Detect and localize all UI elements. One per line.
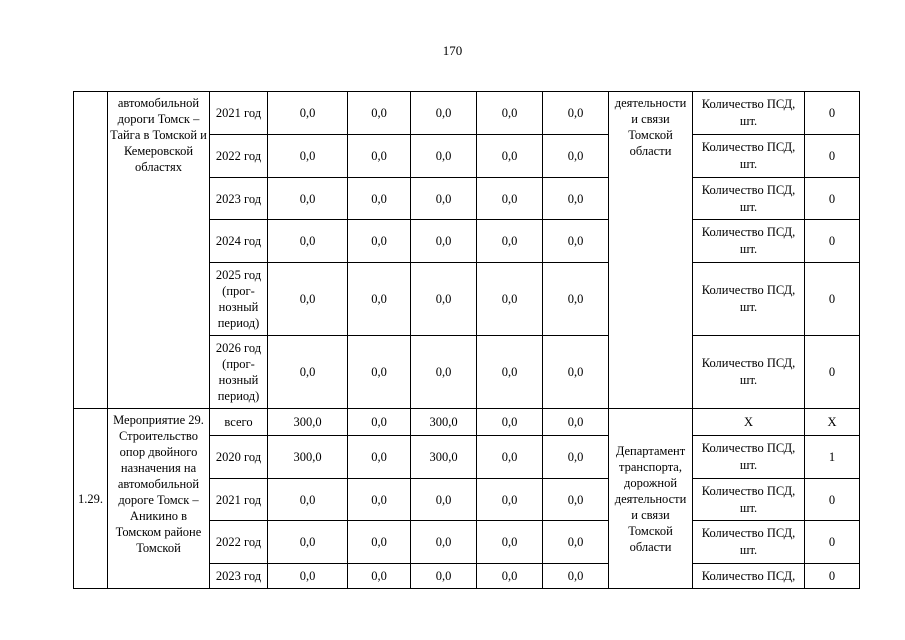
total-cell: 0,0	[268, 564, 348, 589]
funding-cell: 0,0	[348, 479, 411, 521]
indicator-cell: Количество ПСД, шт.	[693, 220, 805, 263]
indicator-value-cell: 0	[805, 178, 860, 220]
indicator-value-cell: 0	[805, 479, 860, 521]
funding-cell: 0,0	[543, 564, 609, 589]
year-cell: 2022 год	[210, 521, 268, 564]
indicator-cell: Количество ПСД,	[693, 564, 805, 589]
funding-cell: 0,0	[411, 92, 477, 135]
indicator-cell: Количество ПСД, шт.	[693, 336, 805, 409]
funding-cell: 0,0	[477, 92, 543, 135]
funding-cell: 0,0	[348, 521, 411, 564]
funding-cell: 0,0	[543, 92, 609, 135]
funding-cell: 0,0	[411, 135, 477, 178]
indicator-value-cell: 0	[805, 263, 860, 336]
table-row	[74, 409, 860, 436]
indicator-cell: Х	[693, 409, 805, 436]
funding-cell: 0,0	[348, 178, 411, 220]
number-cell-empty	[74, 92, 108, 409]
year-cell: 2022 год	[210, 135, 268, 178]
indicator-cell: Количество ПСД, шт.	[693, 178, 805, 220]
funding-cell: 0,0	[477, 135, 543, 178]
funding-cell: 0,0	[348, 336, 411, 409]
year-cell: всего	[210, 409, 268, 436]
year-cell: 2020 год	[210, 436, 268, 479]
year-cell: 2023 год	[210, 564, 268, 589]
funding-cell: 0,0	[543, 220, 609, 263]
executor-cell: деятельности и связи Томской области	[609, 92, 693, 409]
year-cell: 2023 год	[210, 178, 268, 220]
funding-cell: 0,0	[348, 436, 411, 479]
total-cell: 0,0	[268, 178, 348, 220]
funding-cell: 0,0	[543, 336, 609, 409]
measure-number-cell: 1.29.	[74, 409, 108, 589]
measure-cell: Мероприятие 29. Строительство опор двойного назначения на автомобильной дороге Томск – Аникино в Томском районе Томской	[108, 409, 210, 589]
indicator-value-cell: 0	[805, 220, 860, 263]
funding-cell: 0,0	[477, 521, 543, 564]
funding-cell: 0,0	[543, 263, 609, 336]
funding-cell: 0,0	[477, 220, 543, 263]
page-number: 170	[442, 43, 463, 58]
funding-cell: 0,0	[348, 92, 411, 135]
funding-cell: 0,0	[477, 564, 543, 589]
indicator-value-cell: Х	[805, 409, 860, 436]
funding-cell: 300,0	[411, 409, 477, 436]
funding-cell: 0,0	[477, 178, 543, 220]
funding-cell: 0,0	[411, 564, 477, 589]
budget-table	[73, 91, 860, 589]
funding-cell: 0,0	[477, 336, 543, 409]
funding-cell: 0,0	[348, 135, 411, 178]
indicator-cell: Количество ПСД, шт.	[693, 263, 805, 336]
funding-cell: 0,0	[411, 336, 477, 409]
total-cell: 0,0	[268, 92, 348, 135]
funding-cell: 300,0	[411, 436, 477, 479]
indicator-cell: Количество ПСД, шт.	[693, 521, 805, 564]
total-cell: 0,0	[268, 263, 348, 336]
year-cell: 2021 год	[210, 479, 268, 521]
funding-cell: 0,0	[411, 479, 477, 521]
total-cell: 0,0	[268, 521, 348, 564]
indicator-cell: Количество ПСД, шт.	[693, 92, 805, 135]
funding-cell: 0,0	[411, 521, 477, 564]
funding-cell: 0,0	[348, 263, 411, 336]
indicator-value-cell: 0	[805, 135, 860, 178]
measure-cell: автомобильной дороги Томск – Тайга в Томской и Кемеровской областях	[108, 92, 210, 409]
total-cell: 0,0	[268, 479, 348, 521]
year-cell: 2024 год	[210, 220, 268, 263]
funding-cell: 0,0	[348, 564, 411, 589]
total-cell: 300,0	[268, 409, 348, 436]
indicator-value-cell: 0	[805, 92, 860, 135]
indicator-value-cell: 0	[805, 564, 860, 589]
funding-cell: 0,0	[411, 178, 477, 220]
executor-cell: Департамент транспорта, дорожной деятельности и связи Томской области	[609, 409, 693, 589]
funding-cell: 0,0	[477, 436, 543, 479]
total-cell: 300,0	[268, 436, 348, 479]
funding-cell: 0,0	[477, 263, 543, 336]
funding-cell: 0,0	[477, 479, 543, 521]
indicator-cell: Количество ПСД, шт.	[693, 135, 805, 178]
funding-cell: 0,0	[411, 263, 477, 336]
year-cell: 2026 год (прог-нозный период)	[210, 336, 268, 409]
indicator-cell: Количество ПСД, шт.	[693, 436, 805, 479]
total-cell: 0,0	[268, 135, 348, 178]
year-cell: 2025 год (прог-нозный период)	[210, 263, 268, 336]
funding-cell: 0,0	[543, 521, 609, 564]
funding-cell: 0,0	[348, 409, 411, 436]
funding-cell: 0,0	[411, 220, 477, 263]
total-cell: 0,0	[268, 220, 348, 263]
indicator-value-cell: 0	[805, 336, 860, 409]
funding-cell: 0,0	[543, 479, 609, 521]
year-cell: 2021 год	[210, 92, 268, 135]
total-cell: 0,0	[268, 336, 348, 409]
funding-cell: 0,0	[348, 220, 411, 263]
funding-cell: 0,0	[477, 409, 543, 436]
funding-cell: 0,0	[543, 409, 609, 436]
indicator-cell: Количество ПСД, шт.	[693, 479, 805, 521]
indicator-value-cell: 0	[805, 521, 860, 564]
table-row	[74, 92, 860, 135]
indicator-value-cell: 1	[805, 436, 860, 479]
funding-cell: 0,0	[543, 436, 609, 479]
funding-cell: 0,0	[543, 135, 609, 178]
funding-cell: 0,0	[543, 178, 609, 220]
